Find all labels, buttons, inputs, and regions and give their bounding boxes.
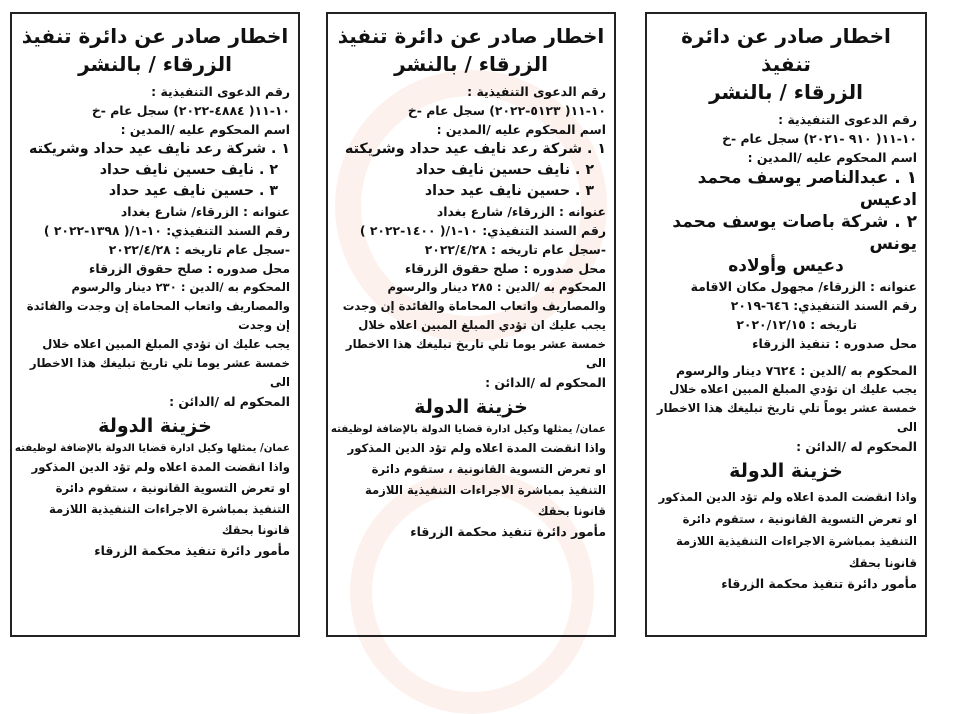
case-label: رقم الدعوى التنفيذية : [778, 112, 917, 127]
demand-text: يجب عليك ان تؤدي المبلغ المبين اعلاه خلال خمسة عشر يوماً تلي تاريخ تبليغك هذا الاخطار الى [656, 382, 917, 434]
creditor-label: المحكوم له /الدائن : [796, 439, 917, 454]
officer-signature: مأمور دائرة تنفيذ محكمة الزرقاء [410, 524, 606, 539]
closing-text: واذا انقضت المدة اعلاه ولم تؤد الدين المذكور او تعرض التسوية القانونية ، ستقوم دائرة التنفيذ بمباشرة الاجراءات التنفيذية اللازمة قانونا بحقك [347, 441, 606, 518]
bond-number: رقم السند التنفيذي: ١٠-١/( ١٤٠٠-٢٠٢٢ ) [359, 223, 606, 238]
case-label: رقم الدعوى التنفيذية : [151, 84, 290, 99]
closing-text: واذا انقضت المدة اعلاه ولم تؤد الدين المذكور او تعرض التسوية القانونية ، ستقوم دائرة التنفيذ بمباشرة الاجراءات التنفيذية اللازمة قانونا بحقك [658, 490, 917, 570]
debtor-2: ٢ . نايف حسين نايف حداد [99, 162, 278, 178]
bond-date: تاريخه : ٢٠٢٠/١٢/١٥ [736, 317, 857, 332]
bond-date: -سجل عام تاريخه : ٢٠٢٢/٤/٢٨ [424, 242, 606, 257]
notice-title [336, 22, 606, 78]
creditor-label: المحكوم له /الدائن : [169, 394, 290, 409]
creditor-name: خزينة الدولة [98, 415, 212, 437]
debtor-3: ٣ . حسين نايف عيد حداد [108, 183, 278, 199]
debtor-2-cont: دعيس وأولاده [728, 256, 844, 276]
issue-place: محل صدوره : تنفيذ الزرقاء [752, 336, 917, 351]
judgment: المحكوم به /الدين : ٧٦٢٤ دينار والرسوم [675, 363, 917, 378]
case-label: رقم الدعوى التنفيذية : [467, 84, 606, 99]
representative: عمان/ يمثلها وكيل ادارة قضايا الدولة بالإضافة لوظيفته [330, 424, 606, 435]
debtor-label: اسم المحكوم عليه /المدين : [747, 150, 917, 165]
issue-place: محل صدوره : صلح حقوق الزرقاء [89, 261, 290, 276]
case-number: ١٠-١١( ٩١٠ -٢٠٢١) سجل عام -خ [722, 131, 917, 146]
debtor-label: اسم المحكوم عليه /المدين : [120, 122, 290, 137]
address: عنوانه : الزرقاء/ شارع بغداد [436, 204, 606, 219]
bond-date: -سجل عام تاريخه : ٢٠٢٢/٤/٢٨ [108, 242, 290, 257]
notice-card-1 [645, 12, 927, 637]
debtor-2: ٢ . شركة باصات يوسف محمد يونس [672, 212, 917, 254]
case-number: ١٠-١١( ٥١٢٣-٢٠٢٢) سجل عام -خ [407, 103, 606, 118]
creditor-name: خزينة الدولة [414, 396, 528, 418]
notice-title [655, 22, 917, 106]
judgment: المحكوم به /الدين : ٢٣٠ دينار والرسوم والمصاريف واتعاب المحاماة إن وجدت والفائدة إن وجدت [26, 280, 290, 332]
address: عنوانه : الزرقاء/ مجهول مكان الاقامة [690, 279, 917, 294]
demand-text: يجب عليك ان تؤدي المبلغ المبين اعلاه خلال خمسة عشر يوما تلي تاريخ تبليغك هذا الاخطار الى [29, 337, 290, 389]
debtor-1: ١ . شركة رعد نايف عيد حداد وشريكته [28, 141, 290, 157]
creditor-name: خزينة الدولة [729, 460, 843, 482]
demand-text: يجب عليك ان تؤدي المبلغ المبين اعلاه خلال خمسة عشر يوما تلي تاريخ تبليغك هذا الاخطار الى [345, 318, 606, 370]
debtor-2: ٢ . نايف حسين نايف حداد [415, 162, 594, 178]
address: عنوانه : الزرقاء/ شارع بغداد [120, 204, 290, 219]
title-line-2: الزرقاء / بالنشر [709, 80, 863, 104]
debtor-1: ١ . شركة رعد نايف عيد حداد وشريكته [344, 141, 606, 157]
creditor-label: المحكوم له /الدائن : [485, 375, 606, 390]
bond-number: رقم السند التنفيذي: ١٠-١/( ١٣٩٨-٢٠٢٢ ) [43, 223, 290, 238]
notice-card-2 [326, 12, 616, 637]
judgment: المحكوم به /الدين : ٢٨٥ دينار والرسوم والمصاريف واتعاب المحاماة والفائدة إن وجدت [342, 280, 606, 313]
officer-signature: مأمور دائرة تنفيذ محكمة الزرقاء [721, 576, 917, 591]
bond-number: رقم السند التنفيذي: ٦٤٦-٢٠١٩ [730, 298, 917, 313]
issue-place: محل صدوره : صلح حقوق الزرقاء [405, 261, 606, 276]
representative: عمان/ يمثلها وكيل ادارة قضايا الدولة بالإضافة لوظيفته [14, 443, 290, 454]
title-line-1: اخطار صادر عن دائرة تنفيذ [681, 24, 891, 76]
title-line-1: اخطار صادر عن دائرة تنفيذ [337, 24, 605, 48]
title-line-1: اخطار صادر عن دائرة تنفيذ [21, 24, 289, 48]
officer-signature: مأمور دائرة تنفيذ محكمة الزرقاء [94, 543, 290, 558]
title-line-2: الزرقاء / بالنشر [78, 52, 232, 76]
debtor-3: ٣ . حسين نايف عيد حداد [424, 183, 594, 199]
notice-card-3 [10, 12, 300, 637]
debtor-label: اسم المحكوم عليه /المدين : [436, 122, 606, 137]
notice-title [20, 22, 290, 78]
title-line-2: الزرقاء / بالنشر [394, 52, 548, 76]
closing-text: واذا انقضت المدة اعلاه ولم تؤد الدين المذكور او تعرض التسوية القانونية ، ستقوم دائرة التنفيذ بمباشرة الاجراءات التنفيذية اللازمة قانونا بحقك [31, 460, 290, 537]
case-number: ١٠-١١( ٤٨٨٤-٢٠٢٢) سجل عام -خ [91, 103, 290, 118]
debtor-1: ١ . عبدالناصر يوسف محمد ادعيس [697, 168, 917, 210]
